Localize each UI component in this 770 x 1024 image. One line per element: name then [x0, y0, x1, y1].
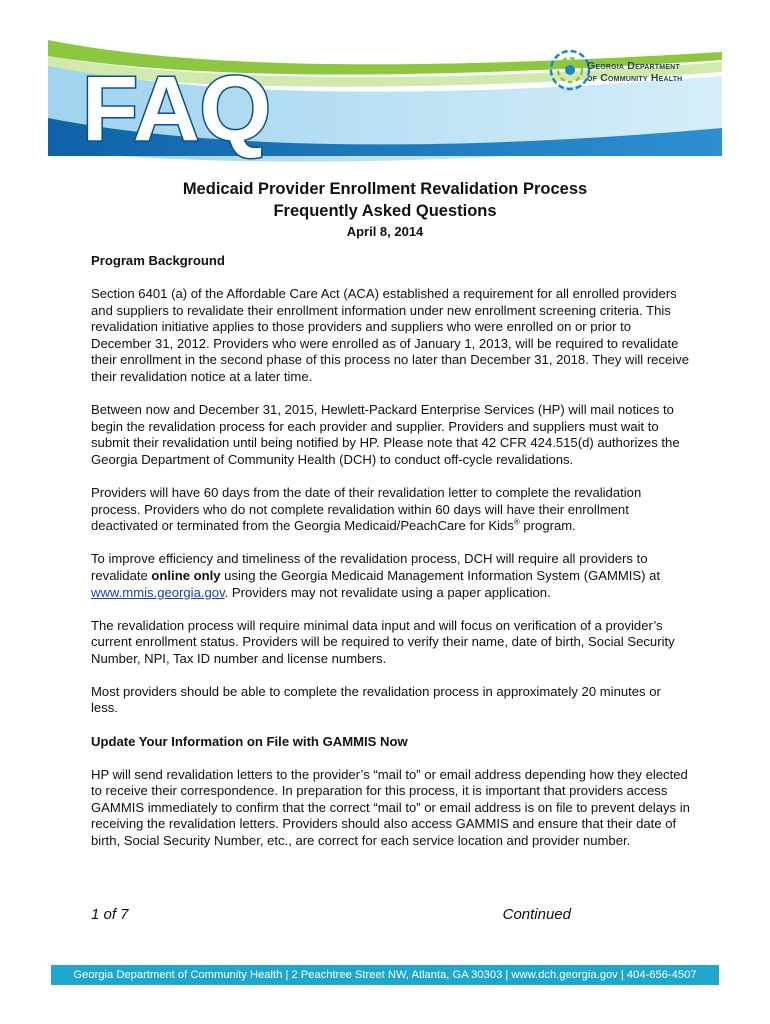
p3-text-b: program. [519, 518, 576, 534]
paragraph-online-only [91, 551, 691, 601]
p4-text-b: using the Georgia Medicaid Management Information System (GAMMIS) at [220, 567, 661, 583]
paragraph-aca-requirement: Section 6401 (a) of the Affordable Care Act (ACA) established a requirement for all enrolled providers and suppliers to revalidate their enrollment information under new enrollment screening criteria. This revalidation initiative applies to those providers and suppliers who were enrolled on or prior to December 31, 2012. Providers who were enrolled as of January 1, 2013, will be required to revalidate their enrollment in the second phase of this process no later than December 31, 2018. They will receive their revalidation notice at a later time. [91, 286, 690, 385]
paragraph-hp-notices: Between now and December 31, 2015, Hewlett-Packard Enterprise Services (HP) will mail notices to begin the revalidation process for each provider and supplier. Providers and suppliers must wait to submit their revalidation until being notified by HP. Please note that 42 CFR 424.515(d) authorizes the Georgia Department of Community Health (DCH) to conduct off-cycle revalidations. [91, 402, 680, 467]
paragraph-mail-to: HP will send revalidation letters to the provider’s “mail to” or email address depending how they elected to receive their correspondence. In preparation for this process, it is important that providers access GAMMIS immediately to confirm that the correct “mail to” or email address is on file to prevent delays in receiving the revalidation letters. Providers should also access GAMMIS and ensure that their date of birth, Social Security Number, etc., are correct for each service location and provider number. [91, 766, 690, 849]
page-footer [91, 906, 571, 923]
p4-text-c: . Providers may not revalidate using a paper application. [224, 584, 551, 600]
paragraph-minimal-data: The revalidation process will require minimal data input and will focus on verification of a provider’s current enrollment status. Providers will be required to verify their name, date of birth, Social Security Number, NPI, Tax ID number and license numbers. [91, 617, 675, 666]
header-banner [0, 0, 770, 170]
gammis-link[interactable]: www.mmis.georgia.gov [91, 584, 225, 600]
org-name-line1: Georgia Department [587, 60, 680, 72]
document-body [91, 253, 691, 866]
p4-text-a: To improve efficiency and timeliness of the revalidation process, DCH will require all providers to revalidate [91, 551, 648, 583]
program-background-heading: Program Background [91, 253, 225, 268]
document-title [0, 178, 770, 239]
faq-badge: FAQ [82, 58, 272, 160]
continued-label: Continued [502, 906, 571, 923]
org-name-line2: of Community Health [587, 72, 683, 84]
dch-logo-icon [551, 51, 589, 89]
p3-text-a: Providers will have 60 days from the date of their revalidation letter to complete the revalidation process. Providers who do not complete revalidation within 60 days will have their enrollment deactivated or terminated from the Georgia Medicaid/PeachCare for Kids [91, 485, 642, 534]
update-info-heading: Update Your Information on File with GAMMIS Now [91, 733, 408, 749]
paragraph-60-days [91, 485, 691, 535]
title-line1: Medicaid Provider Enrollment Revalidation Process [182, 180, 588, 198]
footer-contact-bar: Georgia Department of Community Health | 2 Peachtree Street NW, Atlanta, GA 30303 | www.dch.georgia.gov | 404-656-4507 [51, 965, 719, 985]
registered-mark: ® [513, 517, 520, 527]
page-number: 1 of 7 [91, 906, 129, 923]
banner-swoosh-graphic [0, 0, 770, 170]
online-only-emphasis: online only [151, 567, 221, 583]
paragraph-20-minutes: Most providers should be able to complete the revalidation process in approximately 20 minutes or less. [91, 683, 661, 716]
title-line2: Frequently Asked Questions [273, 202, 497, 220]
title-date: April 8, 2014 [346, 224, 424, 239]
org-name [587, 60, 747, 84]
